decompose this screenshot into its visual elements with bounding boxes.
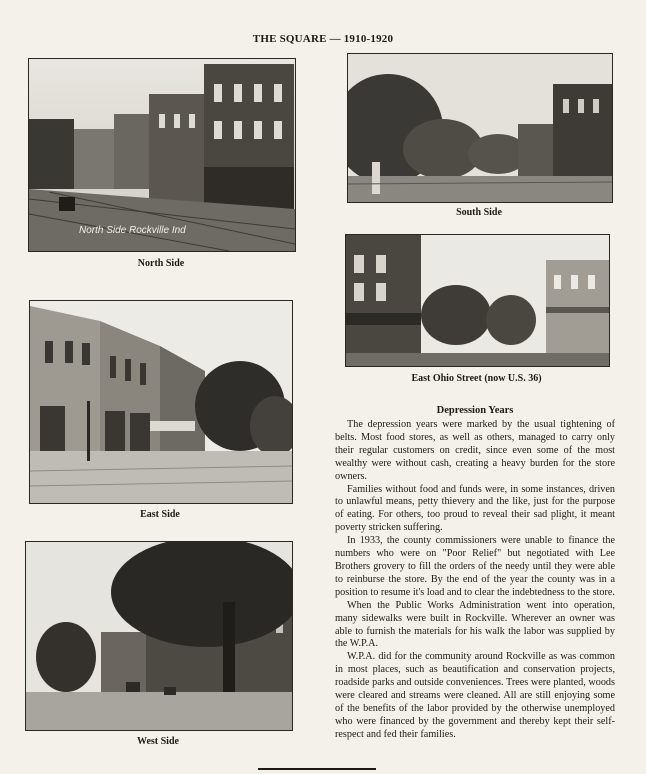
- east-ohio-street-caption: East Ohio Street (now U.S. 36): [411, 373, 542, 384]
- north-side-caption: North Side: [137, 258, 185, 269]
- article-paragraph: In 1933, the county commissioners were unable to finance the numbers who were on "Poor Relief" but negotiated with Lee Brothers grovery to fill the orders of the needy until they were able to reinburse the store. By the end of the year the county was in a position to resume it's load and to clear the indebtedness to the store.: [335, 535, 615, 598]
- article-paragraph: W.P.A. did for the community around Rockville as was common in most places, such as beautification and conservation projects, roadside parks and outside conveniences. Trees were planted, woods were cleared and streams were cleaned. All are still enjoying some of the benefits of the labor provided by the otherwise unemployed who were financed by the government and thereby kept their self-respect and fed their families.: [335, 651, 615, 740]
- article-paragraph: Families without food and funds were, in some instances, driven to unlawful means, petty thievery and the like, just for the purpose of eating. For others, too proud to reveal their sad plight, it meant poverty stricken suffering.: [335, 483, 615, 534]
- west-side-photo: [25, 541, 293, 731]
- footer-rule: [258, 768, 376, 770]
- header-years: 1910-1920: [343, 33, 394, 45]
- west-side-caption: West Side: [137, 736, 179, 747]
- south-side-photo: [347, 53, 613, 203]
- north-side-photo: [28, 58, 296, 252]
- south-side-caption: South Side: [456, 207, 502, 218]
- depression-years-article: [335, 405, 615, 742]
- article-paragraph: When the Public Works Administration went into operation, many sidewalks were built in Rockville. Wherever an owner was able to furnish the materials for his walk the labor was supplied by the W.P.A.: [335, 599, 615, 650]
- east-side-caption: East Side: [140, 509, 180, 520]
- header-dash: —: [329, 33, 341, 45]
- header-title: THE SQUARE: [252, 33, 327, 45]
- north-side-inscription: North Side Rockville Ind: [79, 225, 186, 236]
- article-paragraph: The depression years were marked by the usual tightening of belts. Most food stores, as well as others, managed to carry only their regular customers on credit, since even some of the most wealthy were without cash, creating a heavy burden for the store owners.: [335, 419, 615, 482]
- east-side-photo: [29, 300, 293, 504]
- page-header: [0, 33, 646, 45]
- east-ohio-street-photo: [345, 234, 610, 367]
- article-title: Depression Years: [436, 405, 514, 416]
